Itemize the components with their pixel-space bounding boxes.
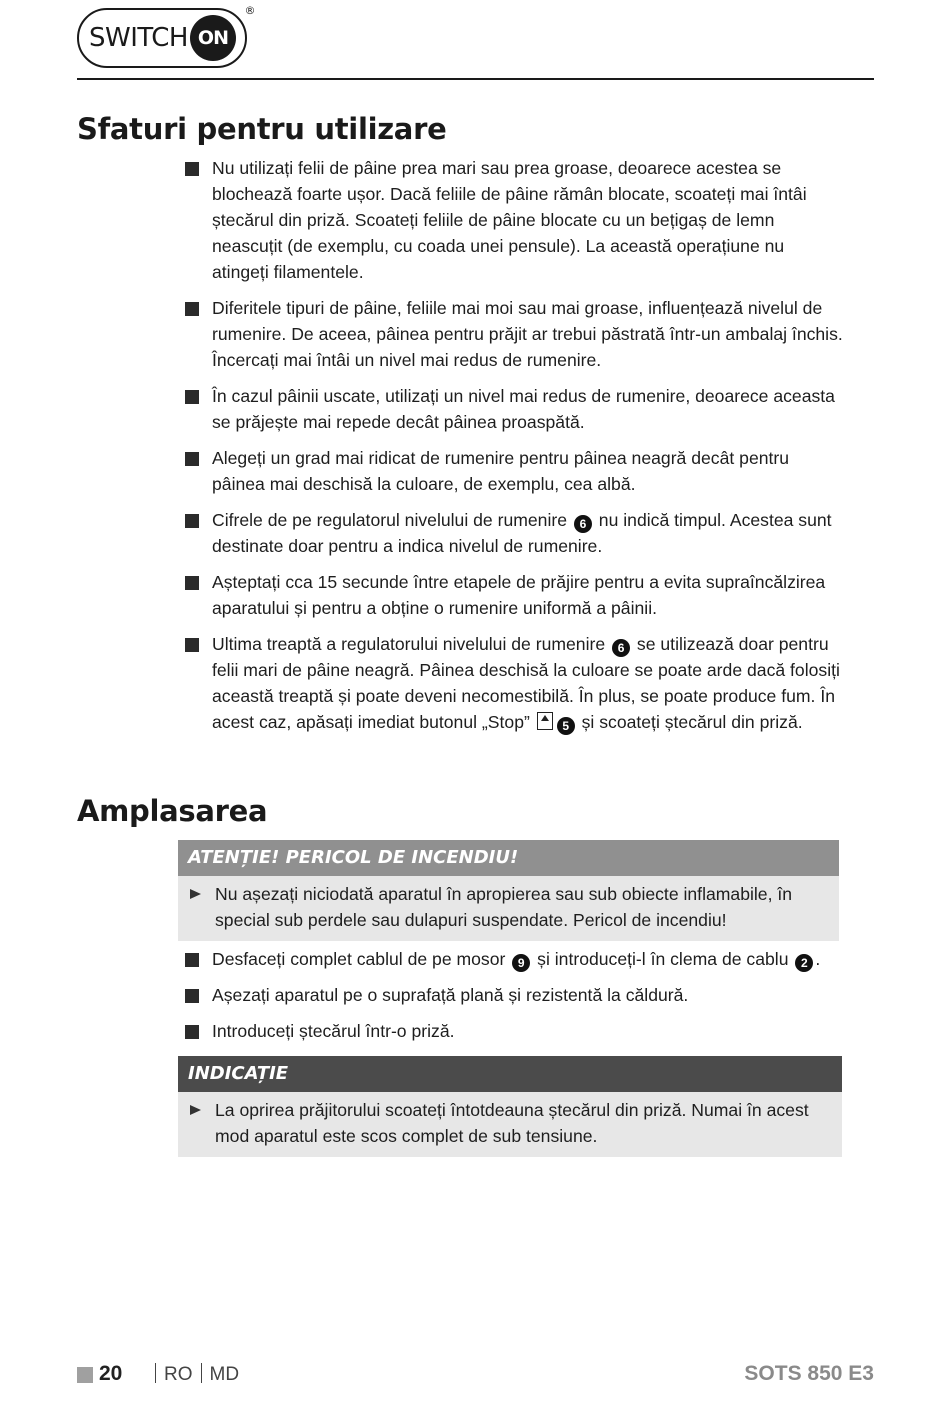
warning-text: Nu așezați niciodată aparatul în apropierea sau sub obiecte inflamabile, în special sub perdele sau dulapuri suspendate. Pericol de incendiu! xyxy=(215,884,793,930)
note-body xyxy=(178,1092,842,1157)
section-title-placement: Amplasarea xyxy=(77,794,268,828)
bullet-square-icon xyxy=(185,390,199,404)
list-item-text: și scoateți ștecărul din priză. xyxy=(581,712,803,732)
list-item-text: Ultima treaptă a regulatorului nivelului de rumenire xyxy=(212,634,606,654)
note-box xyxy=(178,1056,842,1157)
fire-warning-box xyxy=(178,840,839,941)
header-divider xyxy=(77,78,874,80)
list-item xyxy=(185,631,845,735)
list-item xyxy=(185,569,845,621)
warning-item xyxy=(188,881,825,933)
list-item-text: Alegeți un grad mai ridicat de rumenire pentru pâinea neagră decât pentru pâinea mai deschisă la culoare, de exemplu, cea albă. xyxy=(212,448,790,494)
list-item-text: nu indică timpul. Acestea sunt destinate doar pentru a indica nivelul de rumenire. xyxy=(212,510,832,556)
list-item xyxy=(185,1018,845,1044)
list-item-text: Desfaceți complet cablul de pe mosor xyxy=(212,949,506,969)
arrow-right-icon xyxy=(190,1105,201,1115)
arrow-right-icon xyxy=(190,889,201,899)
page-number: 20 xyxy=(99,1362,123,1385)
warning-body xyxy=(178,876,839,941)
language-ro: RO xyxy=(164,1364,193,1385)
brand-logo xyxy=(77,4,255,68)
page-footer xyxy=(77,1360,874,1390)
note-item xyxy=(188,1097,828,1149)
part-number-badge: 9 xyxy=(512,954,530,972)
part-number-badge: 6 xyxy=(612,639,630,657)
stop-button-icon xyxy=(537,712,553,730)
list-item-text: Diferitele tipuri de pâine, feliile mai moi sau mai groase, influențează nivelul de rumenire. De aceea, pâinea pentru prăjit ar trebui păstrată într-un ambalaj închis. Încercați mai întâi un nivel mai redus de rumenire. xyxy=(212,298,843,370)
registered-mark: ® xyxy=(244,4,255,17)
list-item-text: se utilizează doar pentru felii mari de pâine neagră. Pâinea deschisă la culoare se poate arde dacă folosiți această treaptă și poate deveni necomestibilă. În plus, se poate produce fum. În acest caz, apăsați imediat butonul „Stop” xyxy=(212,634,840,732)
bullet-square-icon xyxy=(185,162,199,176)
list-item-text: și introduceți-l în clema de cablu xyxy=(537,949,789,969)
divider xyxy=(201,1363,202,1383)
list-item xyxy=(185,982,845,1008)
divider xyxy=(155,1363,156,1383)
section-title-usage-tips: Sfaturi pentru utilizare xyxy=(77,112,447,146)
bullet-square-icon xyxy=(185,514,199,528)
list-item-text: În cazul pâinii uscate, utilizați un nivel mai redus de rumenire, deoarece aceasta se prăjește mai repede decât pâinea proaspătă. xyxy=(212,386,835,432)
list-item-text: Așezați aparatul pe o suprafață plană și rezistentă la căldură. xyxy=(212,985,689,1005)
list-item xyxy=(185,383,845,435)
model-number: SOTS 850 E3 xyxy=(744,1362,874,1385)
language-md: MD xyxy=(209,1364,240,1385)
logo-text: SWITCH xyxy=(89,23,188,53)
placement-steps-list xyxy=(185,946,845,1054)
list-item xyxy=(185,155,845,285)
list-item xyxy=(185,946,845,972)
list-item-text: Nu utilizați felii de pâine prea mari sau prea groase, deoarece acestea se blochează foarte ușor. Dacă feliile de pâine rămân blocate, scoateți mai întâi ștecărul din priză. Scoateți feliile de pâine blocate cu un bețigaș de lemn neascuțit (de exemplu, cu coada unei pensule). La această operațiune nu atingeți filamentele. xyxy=(212,158,807,282)
list-item-text: . xyxy=(815,949,821,969)
logo-on-badge: ON xyxy=(190,15,236,61)
bullet-square-icon xyxy=(185,302,199,316)
warning-heading: ATENȚIE! PERICOL DE INCENDIU! xyxy=(178,840,839,876)
bullet-square-icon xyxy=(185,576,199,590)
list-item-text: Așteptați cca 15 secunde între etapele de prăjire pentru a evita supraîncălzirea aparatului și pentru a obține o rumenire uniformă a pâinii. xyxy=(212,572,826,618)
footer-square-icon xyxy=(77,1367,93,1383)
bullet-square-icon xyxy=(185,953,199,967)
part-number-badge: 5 xyxy=(557,717,575,735)
usage-tips-list xyxy=(185,155,845,745)
list-item-text: Cifrele de pe regulatorul nivelului de rumenire xyxy=(212,510,568,530)
list-item-text: Introduceți ștecărul într-o priză. xyxy=(212,1021,455,1041)
list-item xyxy=(185,445,845,497)
list-item xyxy=(185,507,845,559)
bullet-square-icon xyxy=(185,638,199,652)
bullet-square-icon xyxy=(185,1025,199,1039)
part-number-badge: 2 xyxy=(795,954,813,972)
bullet-square-icon xyxy=(185,452,199,466)
list-item xyxy=(185,295,845,373)
bullet-square-icon xyxy=(185,989,199,1003)
language-codes xyxy=(147,1363,239,1386)
note-text: La oprirea prăjitorului scoateți întotdeauna ștecărul din priză. Numai în acest mod aparatul este scos complet de sub tensiune. xyxy=(215,1100,809,1146)
part-number-badge: 6 xyxy=(574,515,592,533)
note-heading: INDICAȚIE xyxy=(178,1056,842,1092)
